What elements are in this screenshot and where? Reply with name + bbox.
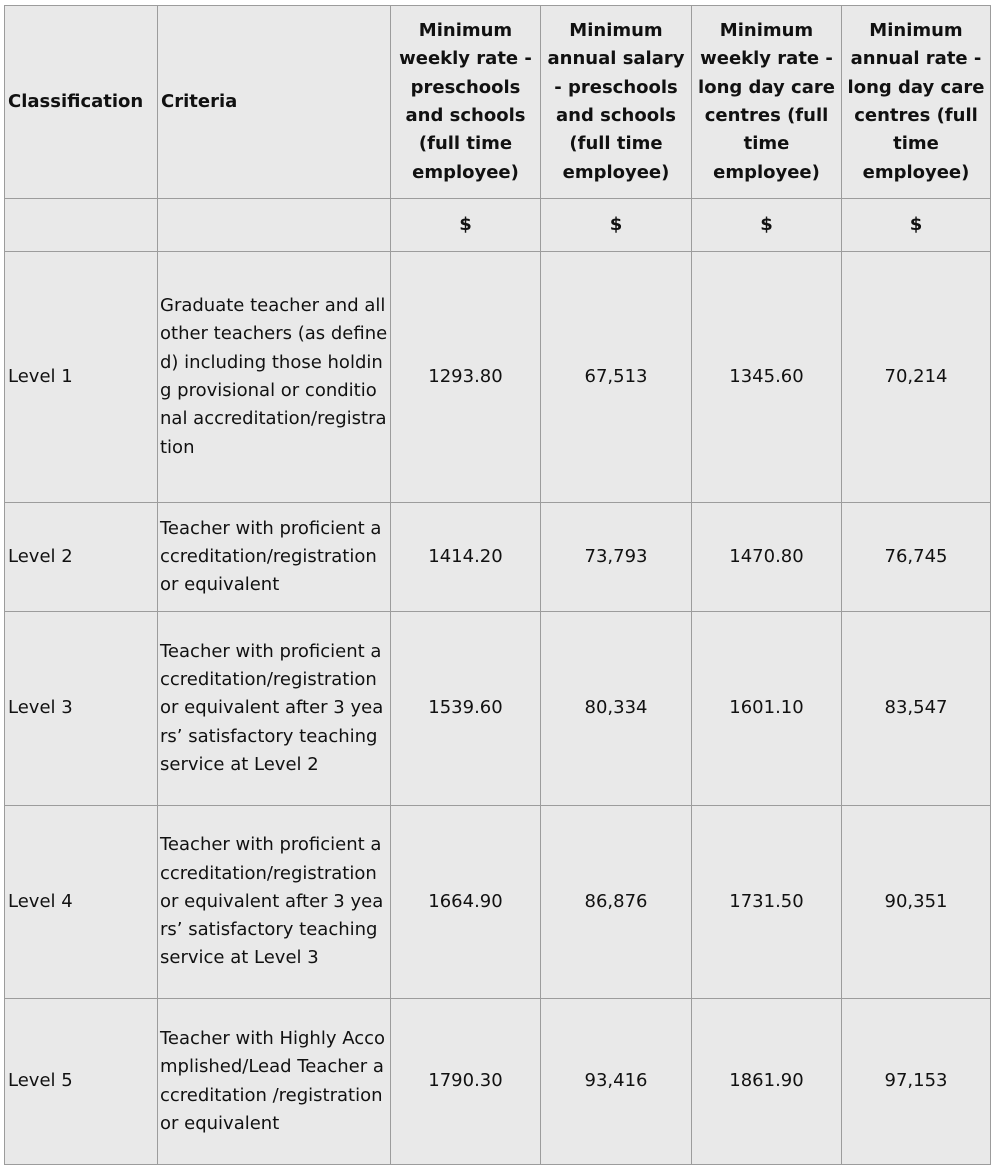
unit-row <box>5 199 991 252</box>
annual-schools-cell: 73,793 <box>541 503 692 612</box>
weekly-long-day-care-cell: 1601.10 <box>692 612 842 806</box>
annual-schools-cell: 67,513 <box>541 252 692 503</box>
unit-empty-classification <box>5 199 158 252</box>
weekly-schools-cell: 1664.90 <box>391 806 541 999</box>
classification-cell: Level 3 <box>5 612 158 806</box>
table-row <box>5 999 991 1165</box>
annual-schools-cell: 80,334 <box>541 612 692 806</box>
classification-cell: Level 5 <box>5 999 158 1165</box>
weekly-schools-cell: 1539.60 <box>391 612 541 806</box>
header-weekly-rate-long-day-care: Minimum weekly rate - long day care centres (full time employee) <box>692 6 842 199</box>
annual-long-day-care-cell: 70,214 <box>842 252 991 503</box>
unit-annual-long-day-care: $ <box>842 199 991 252</box>
criteria-cell: Teacher with proficient accreditation/registration or equivalent after 3 years’ satisfactory teaching service at Level 3 <box>158 806 391 999</box>
criteria-cell: Teacher with proficient accreditation/registration or equivalent <box>158 503 391 612</box>
table-row <box>5 503 991 612</box>
pay-rates-table-container <box>4 5 991 1165</box>
header-classification: Classification <box>5 6 158 199</box>
classification-cell: Level 2 <box>5 503 158 612</box>
criteria-cell: Teacher with Highly Accomplished/Lead Teacher accreditation /registration or equivalent <box>158 999 391 1165</box>
unit-empty-criteria <box>158 199 391 252</box>
unit-weekly-long-day-care: $ <box>692 199 842 252</box>
header-annual-rate-long-day-care: Minimum annual rate - long day care centres (full time employee) <box>842 6 991 199</box>
weekly-long-day-care-cell: 1470.80 <box>692 503 842 612</box>
weekly-schools-cell: 1790.30 <box>391 999 541 1165</box>
table-row <box>5 252 991 503</box>
unit-weekly-schools: $ <box>391 199 541 252</box>
weekly-long-day-care-cell: 1861.90 <box>692 999 842 1165</box>
annual-schools-cell: 86,876 <box>541 806 692 999</box>
pay-rates-table <box>4 5 991 1165</box>
table-row <box>5 612 991 806</box>
weekly-schools-cell: 1293.80 <box>391 252 541 503</box>
annual-long-day-care-cell: 76,745 <box>842 503 991 612</box>
unit-annual-schools: $ <box>541 199 692 252</box>
table-row <box>5 806 991 999</box>
criteria-cell: Teacher with proficient accreditation/registration or equivalent after 3 years’ satisfactory teaching service at Level 2 <box>158 612 391 806</box>
criteria-cell: Graduate teacher and all other teachers (as defined) including those holding provisional or conditional accreditation/registration <box>158 252 391 503</box>
header-criteria: Criteria <box>158 6 391 199</box>
weekly-long-day-care-cell: 1731.50 <box>692 806 842 999</box>
header-weekly-rate-schools: Minimum weekly rate - preschools and schools (full time employee) <box>391 6 541 199</box>
header-row <box>5 6 991 199</box>
annual-long-day-care-cell: 90,351 <box>842 806 991 999</box>
annual-schools-cell: 93,416 <box>541 999 692 1165</box>
weekly-schools-cell: 1414.20 <box>391 503 541 612</box>
annual-long-day-care-cell: 83,547 <box>842 612 991 806</box>
weekly-long-day-care-cell: 1345.60 <box>692 252 842 503</box>
annual-long-day-care-cell: 97,153 <box>842 999 991 1165</box>
header-annual-salary-schools: Minimum annual salary - preschools and schools (full time employee) <box>541 6 692 199</box>
classification-cell: Level 1 <box>5 252 158 503</box>
classification-cell: Level 4 <box>5 806 158 999</box>
